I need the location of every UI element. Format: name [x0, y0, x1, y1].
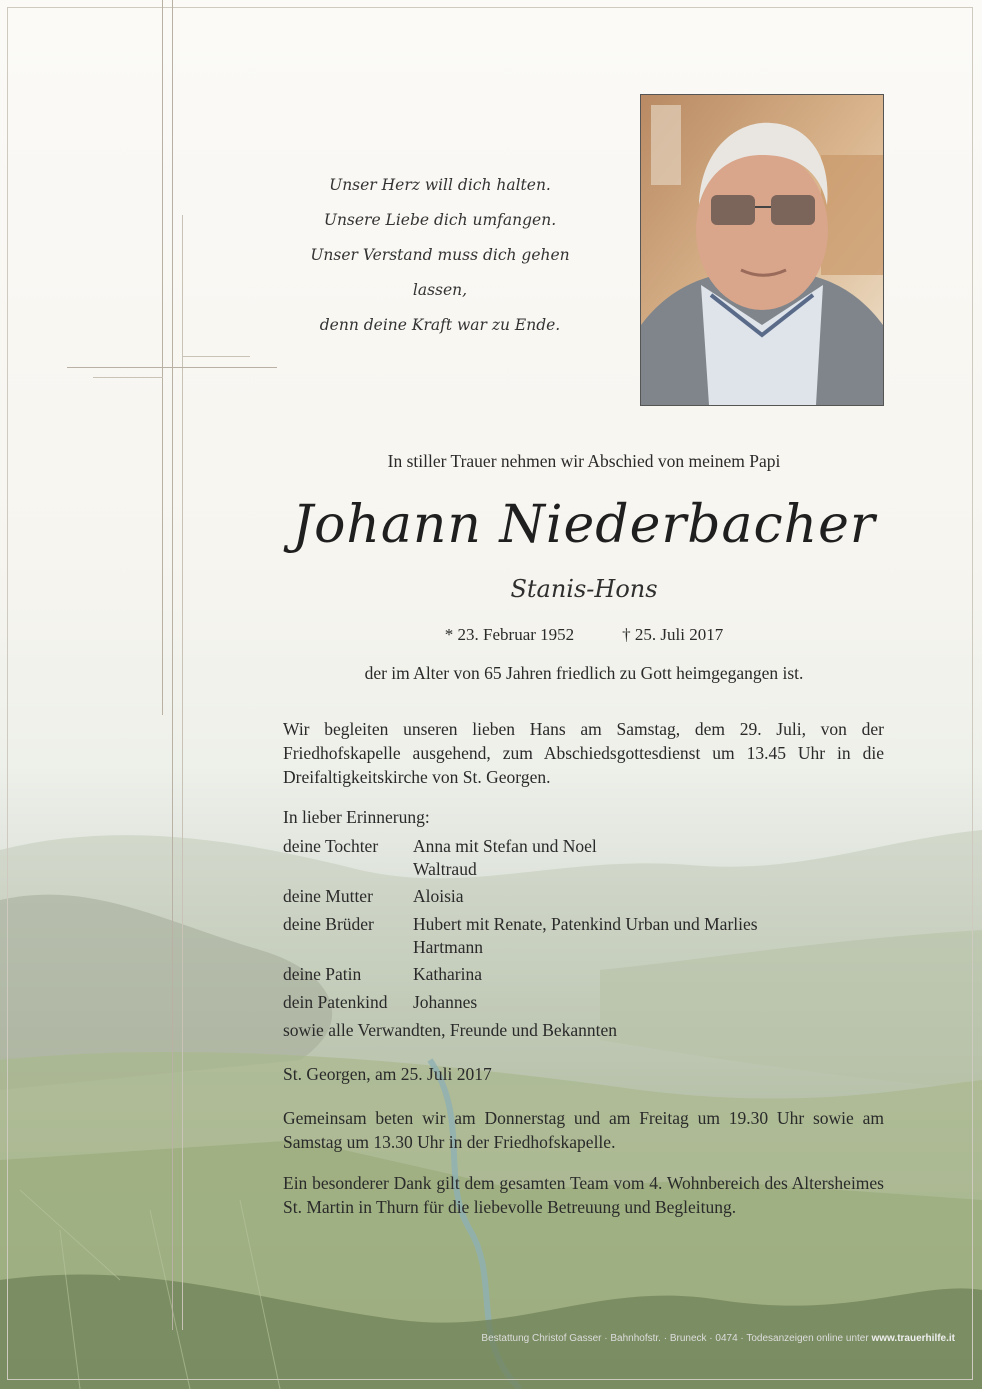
relative-name: Aloisia [413, 886, 464, 906]
deceased-name: Johann Niederbacher [292, 495, 876, 555]
relative-row [283, 963, 482, 986]
cross-bar [182, 356, 250, 357]
relative-role: dein Patenkind [283, 992, 388, 1012]
cross-bar [67, 367, 277, 368]
relative-role: deine Mutter [283, 886, 373, 906]
relative-name: Hartmann [413, 937, 483, 957]
cross-bar [93, 377, 163, 378]
relative-row [283, 835, 597, 881]
relative-name: Johannes [413, 992, 478, 1012]
age-line: der im Alter von 65 Jahren friedlich zu Gott heimgegangen ist. [364, 663, 804, 683]
life-dates [284, 625, 884, 645]
footer-link[interactable]: www.trauerhilfe.it [871, 1333, 955, 1344]
funeral-text: Wir begleiten unseren lieben Hans am Samstag, dem 29. Juli, von der Friedhofskapelle ausgehend, zum Abschiedsgottesdienst um 13.45 Uhr in die Dreifaltigkeitskirche von St. Georgen. [283, 719, 884, 787]
death-date: † 25. Juli 2017 [622, 625, 724, 644]
poem-line: Unser Verstand muss dich gehen lassen, [310, 246, 570, 299]
relative-row [283, 885, 464, 908]
footer [285, 1333, 955, 1344]
relative-name: Anna mit Stefan und Noel [413, 836, 597, 856]
cross-line [172, 0, 173, 1330]
relative-name: Katharina [413, 964, 482, 984]
relative-row [283, 913, 758, 959]
thanks-text: Ein besonderer Dank gilt dem gesamten Team vom 4. Wohnbereich des Altersheimes St. Martin in Thurn für die liebevolle Betreuung und Begleitung. [283, 1173, 884, 1217]
birth-date: * 23. Februar 1952 [444, 625, 575, 644]
poem-line: Unsere Liebe dich umfangen. [323, 211, 557, 229]
footer-text: Bestattung Christof Gasser · Bahnhofstr. · Bruneck · 0474 · Todesanzeigen online unter [481, 1333, 869, 1344]
relative-role: deine Brüder [283, 914, 374, 934]
relative-name: Waltraud [413, 859, 477, 879]
cross-line [182, 215, 183, 1330]
poem-line: denn deine Kraft war zu Ende. [319, 316, 561, 334]
relative-row [283, 991, 477, 1014]
relative-role: deine Tochter [283, 836, 379, 856]
poem-line: Unser Herz will dich halten. [329, 176, 551, 194]
place-date: St. Georgen, am 25. Juli 2017 [283, 1064, 492, 1084]
prayer-text: Gemeinsam beten wir am Donnerstag und am Freitag um 19.30 Uhr sowie am Samstag um 13.30 Uhr in der Friedhofskapelle. [283, 1108, 884, 1152]
relatives-closing: sowie alle Verwandten, Freunde und Bekannten [283, 1020, 618, 1040]
relative-name: Hubert mit Renate, Patenkind Urban und Marlies [413, 914, 758, 934]
intro-line: In stiller Trauer nehmen wir Abschied von meinem Papi [387, 451, 781, 471]
nickname: Stanis-Hons [510, 575, 658, 603]
cross-line [162, 0, 163, 715]
memory-heading: In lieber Erinnerung: [283, 807, 430, 827]
poem [285, 168, 595, 343]
relative-role: deine Patin [283, 964, 362, 984]
portrait-photo [640, 94, 884, 406]
